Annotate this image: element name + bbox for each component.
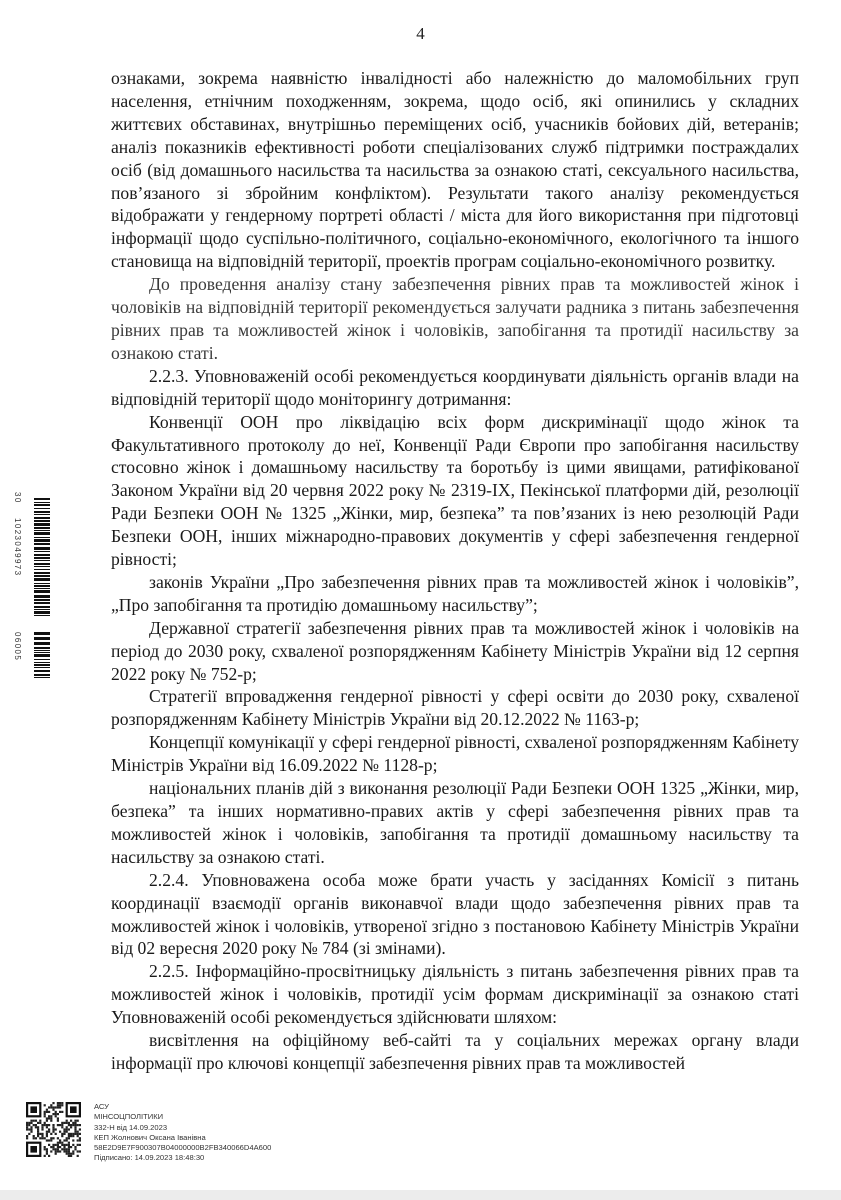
qr-module [41,1126,43,1128]
qr-module [68,1128,70,1130]
qr-module [66,1131,68,1133]
qr-module [59,1104,61,1106]
qr-module [68,1124,70,1126]
qr-module [35,1137,37,1139]
qr-module [72,1135,74,1137]
qr-module [61,1122,63,1124]
qr-module [61,1104,63,1106]
qr-module [72,1124,74,1126]
qr-module [46,1117,48,1119]
qr-module [63,1128,65,1130]
qr-module [66,1144,68,1146]
barcode-bar [34,667,50,668]
qr-module [79,1150,81,1152]
qr-module [50,1115,52,1117]
qr-module [35,1124,37,1126]
barcode-bar [34,632,50,635]
qr-module [57,1146,59,1148]
barcode-bar [34,563,50,565]
qr-module [77,1150,79,1152]
qr-module [44,1137,46,1139]
qr-module [66,1137,68,1139]
qr-module [50,1104,52,1106]
barcode-bar [34,647,50,649]
qr-module [30,1126,32,1128]
paragraph: Концепції комунікації у сфері гендерної рівності, схваленої розпорядженням Кабінету Міністрів України від 16.09.2022 № 1128-р; [111,732,799,776]
qr-module [59,1111,61,1113]
qr-module [44,1148,46,1150]
qr-module [68,1137,70,1139]
qr-module [50,1137,52,1139]
qr-module [26,1137,28,1139]
qr-module [79,1124,81,1126]
qr-module [46,1148,48,1150]
qr-module [68,1146,70,1148]
stamp-registration: 332-Н від 14.09.2023 [94,1122,168,1132]
qr-module [39,1120,41,1122]
paragraph: ознаками, зокрема наявністю інвалідності або належністю до маломобільних груп населення, етнічним походженням, зокрема, щодо осіб, які опинились у складних життєвих обставинах, внутрішньо переміщених осіб, учасників бойових дій, ветеранів; аналіз показників ефективності роботи спеціалізованих служб підтримки постраждалих осіб (від домашнього насильства та насильства за ознакою статі, сексуального насильства, пов’язаного зі збройним конфліктом). Результати такого аналізу рекомендується відображати у гендерному портреті області / міста для його використання при підготовці інформації щодо суспільно-політичного, соціально-економічного, екологічного та іншого становища на відповідній території, проектів програм соціально-економічного розвитку. [111,68,799,272]
qr-module [52,1137,54,1139]
qr-module [55,1128,57,1130]
paragraph-2-2-5: 2.2.5. Інформаційно-просвітницьку діяльність з питань забезпечення рівних прав та можливостей жінок і чоловіків, протидії усім формам дискримінації за ознакою статі Уповноваженій особі рекомендується здійснювати шляхом: [111,961,799,1028]
barcode-bar [34,504,50,506]
barcode-bar [34,664,50,666]
qr-module [52,1124,54,1126]
barcode-bar [34,637,50,640]
qr-module [48,1139,50,1141]
qr-module [59,1131,61,1133]
qr-module [41,1135,43,1137]
qr-module [52,1148,54,1150]
stamp-text [94,1102,354,1164]
qr-module [57,1144,59,1146]
qr-module [72,1139,74,1141]
qr-module [57,1137,59,1139]
barcode-bar [34,590,50,593]
barcode-bar [34,677,50,678]
qr-module [74,1133,76,1135]
qr-module [46,1109,48,1111]
qr-module [30,1131,32,1133]
qr-module [63,1148,65,1150]
qr-module [79,1144,81,1146]
stamp-system: АСУ [94,1102,109,1111]
paragraph: Державної стратегії забезпечення рівних прав та можливостей жінок і чоловіків на період до 2030 року, схваленої розпорядженням Кабінету Міністрів України від 12 серпня 2022 року № 752-р; [111,617,799,684]
paragraph: висвітлення на офіційному веб-сайті та у соціальних мережах органу влади інформації про ключові концепції забезпечення рівних прав та можливостей [111,1030,799,1073]
qr-module [72,1133,74,1135]
qr-module [41,1133,43,1135]
qr-module [33,1137,35,1139]
qr-module [57,1104,59,1106]
qr-module [70,1126,72,1128]
qr-module [52,1113,54,1115]
qr-module [77,1144,79,1146]
barcode-bar [34,602,50,604]
paragraph: законів України „Про забезпечення рівних прав та можливостей жінок і чоловіків”, „Про запобігання та протидію домашньому насильству”; [111,571,799,615]
qr-module [46,1131,48,1133]
barcode-bar [34,511,50,513]
qr-module [59,1150,61,1152]
paragraph-2-2-3: 2.2.3. Уповноваженій особі рекомендується координувати діяльність органів влади на відповідній території щодо моніторингу дотримання: [111,365,799,409]
qr-module [57,1148,59,1150]
qr-module [57,1124,59,1126]
qr-module [50,1120,52,1122]
qr-module [59,1106,61,1108]
qr-code-icon [26,1102,81,1157]
qr-module [74,1128,76,1130]
qr-module [48,1106,50,1108]
barcode-bar [34,514,50,515]
barcode-bar [34,508,50,509]
qr-module [26,1122,28,1124]
qr-module [46,1120,48,1122]
qr-module [70,1153,72,1155]
qr-module [72,1150,74,1152]
qr-module [59,1139,61,1141]
qr-module [66,1139,68,1141]
qr-module [52,1131,54,1133]
qr-module [61,1142,63,1144]
barcode-bar [34,517,50,519]
qr-module [55,1115,57,1117]
qr-module [77,1139,79,1141]
stamp-ministry: МІНСОЦПОЛІТИКИ [94,1112,164,1122]
qr-module [70,1120,72,1122]
qr-module [77,1131,79,1133]
qr-module [70,1155,72,1157]
qr-module [55,1144,57,1146]
barcode-bar [34,572,50,574]
page-number: 4 [416,24,425,43]
barcode-bar [34,498,50,500]
qr-module [79,1133,81,1135]
qr-module [61,1102,63,1104]
qr-module [63,1133,65,1135]
qr-module [63,1139,65,1141]
qr-module [63,1146,65,1148]
qr-module [26,1126,28,1128]
qr-module [74,1122,76,1124]
qr-module [61,1126,63,1128]
barcode-bar [34,606,50,608]
qr-module [59,1146,61,1148]
qr-module [35,1126,37,1128]
qr-module [52,1126,54,1128]
qr-module [55,1106,57,1108]
document-body [111,67,799,1075]
qr-module [68,1122,70,1124]
qr-module [48,1131,50,1133]
qr-module [57,1117,59,1119]
qr-module [77,1124,79,1126]
barcode-bar [34,578,50,581]
barcode-bar [34,652,50,653]
qr-module [30,1128,32,1130]
qr-module [72,1122,74,1124]
qr-module [37,1135,39,1137]
qr-module [44,1111,46,1113]
qr-module [70,1135,72,1137]
paragraph-2-2-4: 2.2.4. Уповноважена особа може брати участь у засіданнях Комісії з питань координації взаємодії органів виконавчої влади щодо забезпечення рівних прав та можливостей жінок і чоловіків, утвореної згідно з постановою Кабінету Міністрів України від 02 вересня 2020 року № 784 (зі змінами). [111,869,799,959]
qr-module [46,1111,48,1113]
barcode-bar [34,539,50,542]
qr-module [74,1146,76,1148]
barcode-bar [34,588,50,589]
qr-module [63,1144,65,1146]
qr-module [77,1133,79,1135]
qr-module [46,1124,48,1126]
qr-module [70,1106,77,1113]
qr-module [59,1124,61,1126]
qr-module [74,1131,76,1133]
barcode-bar [34,585,50,587]
qr-module [77,1135,79,1137]
barcode-bar [34,654,50,657]
qr-module [66,1150,68,1152]
barcode-bar [34,543,50,545]
barcode-bar [34,650,50,651]
qr-module [74,1148,76,1150]
qr-module [50,1106,52,1108]
qr-module [61,1144,63,1146]
qr-module [39,1122,41,1124]
barcode-bar [34,520,50,522]
qr-module [30,1146,37,1153]
qr-module [39,1137,41,1139]
qr-module [50,1150,52,1152]
qr-module [46,1126,48,1128]
qr-module [68,1135,70,1137]
qr-module [68,1155,70,1157]
qr-module [33,1124,35,1126]
qr-module [48,1155,50,1157]
qr-module [50,1117,52,1119]
barcode-bar [34,659,50,660]
qr-module [44,1113,46,1115]
paragraph: національних планів дій з виконання резолюції Ради Безпеки ООН 1325 „Жінки, мир, безпека” та інших нормативно-правих актів у сфері забезпечення рівних прав та можливостей жінок і чоловіків, запобігання та протидії домашньому насильству та насильству за ознакою статі. [111,778,799,867]
qr-module [66,1126,68,1128]
barcode-bar [34,670,50,672]
qr-module [28,1124,30,1126]
barcode-bar [34,642,50,645]
qr-module [68,1133,70,1135]
qr-module [79,1139,81,1141]
qr-module [30,1106,37,1113]
qr-module [37,1128,39,1130]
qr-module [74,1124,76,1126]
qr-module [55,1150,57,1152]
stamp-signer: КЕП Жолнович Оксана Іванівна [94,1132,206,1142]
qr-module [59,1142,61,1144]
qr-module [50,1139,52,1141]
barcode-bar [34,611,50,614]
qr-module [46,1133,48,1135]
qr-module [50,1146,52,1148]
qr-module [63,1122,65,1124]
qr-module [70,1133,72,1135]
barcode-bar [34,595,50,598]
qr-module [61,1111,63,1113]
barcode-bar [34,554,50,556]
qr-module [48,1128,50,1130]
qr-module [48,1124,50,1126]
barcode-bar [34,523,50,526]
qr-module [77,1155,79,1157]
qr-module [41,1128,43,1130]
qr-module [46,1139,48,1141]
qr-module [52,1146,54,1148]
qr-module [37,1133,39,1135]
qr-module [72,1144,74,1146]
barcode-bar [34,547,50,550]
qr-module [52,1106,54,1108]
qr-module [35,1120,37,1122]
qr-module [63,1150,65,1152]
barcode-bar [34,575,50,577]
barcode-bar [34,560,50,561]
paragraph: Стратегії впровадження гендерної рівності у сфері освіти до 2030 року, схваленої розпорядженням Кабінету Міністрів України від 20.12.2022 № 1163-р; [111,686,799,730]
barcode-number-bottom: 06005 [13,632,22,662]
stamp-certificate-serial: 58E2D9E7F900307B04000000B2FB340066D4A600 [94,1143,272,1153]
barcode-bar [34,551,50,552]
barcode-bar [34,530,50,531]
qr-module [68,1150,70,1152]
qr-module [61,1148,63,1150]
qr-module [52,1144,54,1146]
qr-module [28,1133,30,1135]
qr-module [72,1153,74,1155]
qr-module [68,1144,70,1146]
qr-module [37,1126,39,1128]
qr-module [28,1122,30,1124]
qr-module [48,1144,50,1146]
qr-module [44,1115,46,1117]
stamp-signed-at: Підписано: 14.09.2023 18:48:30 [94,1153,205,1163]
qr-module [48,1115,50,1117]
qr-module [52,1109,54,1111]
qr-module [37,1131,39,1133]
qr-module [48,1111,50,1113]
qr-module [41,1137,43,1139]
barcode-bar [34,615,50,616]
barcode-bar [34,583,50,584]
qr-module [48,1117,50,1119]
barcode-bar [34,537,50,538]
qr-module [55,1113,57,1115]
qr-module [77,1120,79,1122]
barcode-bar [34,674,50,676]
barcode-bar [34,609,50,610]
qr-module [63,1131,65,1133]
qr-module [52,1102,54,1104]
qr-module [44,1122,46,1124]
qr-module [28,1128,30,1130]
qr-module [79,1128,81,1130]
qr-module [66,1148,68,1150]
barcode-bar [34,566,50,567]
qr-module [57,1150,59,1152]
qr-module [46,1153,48,1155]
qr-module [68,1153,70,1155]
qr-module [66,1128,68,1130]
qr-module [57,1120,59,1122]
qr-module [61,1135,63,1137]
barcode-bar [34,527,50,529]
barcode-bar [34,532,50,535]
qr-module [33,1135,35,1137]
qr-module [79,1137,81,1139]
barcode-icon [13,492,52,682]
qr-module [44,1124,46,1126]
qr-module [52,1128,54,1130]
qr-module [61,1133,63,1135]
qr-module [68,1142,70,1144]
qr-module [70,1146,72,1148]
qr-module [46,1150,48,1152]
qr-module [39,1133,41,1135]
qr-module [41,1124,43,1126]
qr-module [66,1120,68,1122]
barcode-number-main: 1023049973 [13,518,22,577]
qr-module [44,1146,46,1148]
qr-module [61,1124,63,1126]
paragraph: До проведення аналізу стану забезпечення рівних прав та можливостей жінок і чоловіків на відповідній території рекомендується залучати радника з питань забезпечення рівних прав та можливостей жінок і чоловіків, запобігання та протидії насильству за ознакою статі. [111,274,799,363]
qr-module [30,1120,32,1122]
qr-module [26,1135,28,1137]
barcode-bars [34,492,50,682]
qr-module [66,1122,68,1124]
barcode-number [13,492,32,682]
qr-module [57,1142,59,1144]
qr-module [55,1148,57,1150]
qr-module [33,1120,35,1122]
qr-module [70,1124,72,1126]
qr-module [57,1102,59,1104]
qr-module [68,1148,70,1150]
qr-module [26,1124,28,1126]
barcode-bar [34,502,50,503]
qr-module [66,1153,68,1155]
qr-module [55,1133,57,1135]
barcode-bar [34,569,50,570]
barcode-bar [34,557,50,559]
qr-module [50,1133,52,1135]
barcode-bar [34,599,50,601]
qr-module [55,1153,57,1155]
qr-module [26,1128,28,1130]
barcode-bar [34,662,50,663]
barcode-number-top: 30 [13,492,22,504]
qr-module [57,1113,59,1115]
qr-module [55,1111,57,1113]
paragraph: Конвенції ООН про ліквідацію всіх форм дискримінації щодо жінок та Факультативного протоколу до неї, Конвенції Ради Європи про запобігання насильству стосовно жінок і домашньому насильству та боротьбу із цими явищами, ратифікованої Законом України від 20 червня 2022 року № 2319-IX, Пекінської платформи дій, резолюції Ради Безпеки ООН № 1325 „Жінки, мир, безпека” та пов’язаних із нею резолюцій Ради Безпеки ООН, інших міжнародно-правових документів у сфері забезпечення гендерної рівності; [111,411,799,570]
qr-module [37,1122,39,1124]
qr-module [44,1155,46,1157]
qr-module [44,1104,46,1106]
qr-module [46,1135,48,1137]
qr-module [57,1106,59,1108]
qr-module [59,1102,61,1104]
qr-module [30,1122,32,1124]
qr-module [74,1120,76,1122]
qr-module [74,1126,76,1128]
